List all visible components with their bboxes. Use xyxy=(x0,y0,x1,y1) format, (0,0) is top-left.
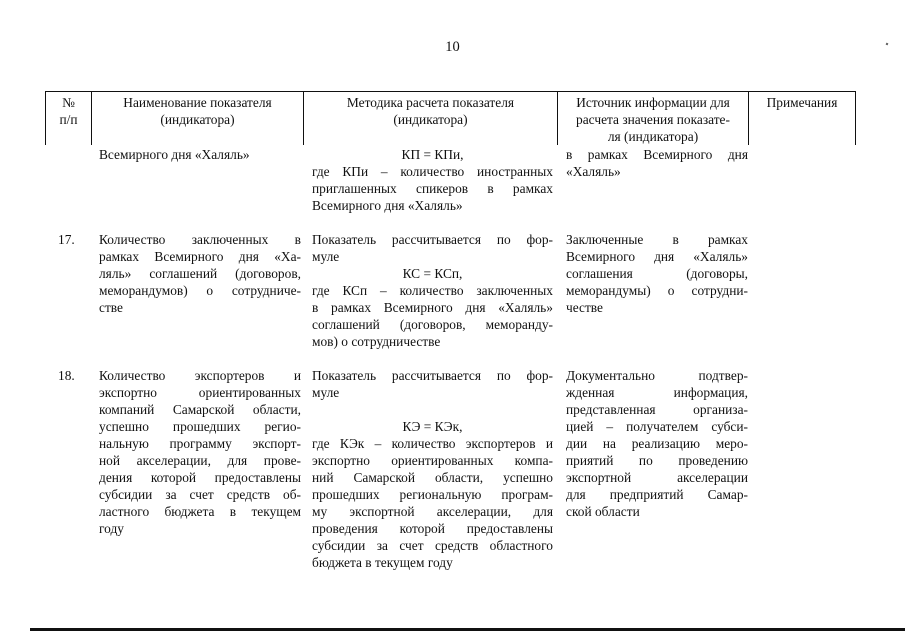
header-name-line: Наименование показателя xyxy=(123,95,272,110)
row-18-method-line: где КЭк – количество экспортеров и xyxy=(312,436,553,451)
row-18-name-line: нальную программу экспорт- xyxy=(99,436,301,451)
row-17-source-line: меморандумы) о сотрудни- xyxy=(566,283,748,298)
page-number: 10 xyxy=(445,39,460,55)
row-17-formula: КС = КСп, xyxy=(402,266,463,281)
row-18-method-line: экспортно ориентированных компа- xyxy=(312,453,553,468)
row-18-method-line: му экспортной акселерации, для xyxy=(312,504,553,519)
row-18-num: 18. xyxy=(58,368,75,383)
header-source-line: ля (индикатора) xyxy=(607,129,699,144)
row-18-method-line: проведения которой предоставлены xyxy=(312,521,553,536)
row-18-name-line: Количество экспортеров и xyxy=(99,368,301,383)
header-method-line: Методика расчета показателя xyxy=(346,95,515,110)
header-method xyxy=(304,92,558,146)
header-num-line: п/п xyxy=(59,112,78,127)
row-0-method-line: приглашенных спикеров в рамках xyxy=(312,181,553,196)
row-18-method-intro: муле xyxy=(312,385,340,400)
row-18-name-line: ластного бюджета в текущем xyxy=(99,504,301,519)
row-18-method-intro: Показатель рассчитывается по фор- xyxy=(312,368,553,383)
row-18-name-line: успешно прошедших регио- xyxy=(99,419,301,434)
row-18-formula: КЭ = КЭк, xyxy=(402,419,463,434)
row-18-source-line: цией – получателем субси- xyxy=(566,419,748,434)
row-18-method-line: прошедших региональную програм- xyxy=(312,487,553,502)
row-17-num: 17. xyxy=(58,232,75,247)
header-num-line: № xyxy=(62,95,75,110)
row-17-method-line: где КСп – количество заключенных xyxy=(312,283,553,298)
row-18-method-line: бюджета в текущем году xyxy=(312,555,453,570)
row-18-name xyxy=(99,367,301,537)
table-header xyxy=(45,91,856,145)
row-18-method-line: ний Самарской области, успешно xyxy=(312,470,553,485)
row-18-source-line: ской области xyxy=(566,504,640,519)
row-18-name-line: ной акселерации, для прове- xyxy=(99,453,301,468)
row-17-source-line: Заключенные в рамках xyxy=(566,232,748,247)
row-17-method-intro: муле xyxy=(312,249,340,264)
bottom-border xyxy=(30,628,905,631)
row-18-name-line: году xyxy=(99,521,124,536)
row-18-spacer xyxy=(312,401,553,418)
row-0-formula: КП = КПи, xyxy=(401,147,464,162)
row-18-source-line: приятий по проведению xyxy=(566,453,748,468)
header-source-line: расчета значения показате- xyxy=(576,112,730,127)
row-18-source-line: представленная организа- xyxy=(566,402,748,417)
header-num xyxy=(46,92,92,146)
row-0-source-line: в рамках Всемирного дня xyxy=(566,147,748,162)
row-17-name-line: Количество заключенных в xyxy=(99,232,301,247)
row-18-source-line: экспортной акселерации xyxy=(566,470,748,485)
row-18-source-line: для предприятий Самар- xyxy=(566,487,748,502)
row-0-source-line: «Халяль» xyxy=(566,164,621,179)
row-17-source-line: честве xyxy=(566,300,603,315)
row-18-name-line: субсидии за счет средств об- xyxy=(99,487,301,502)
header-name-line: (индикатора) xyxy=(160,112,235,127)
row-17-source-line: соглашения (договоры, xyxy=(566,266,748,281)
row-17-name-line: меморандумов) о сотрудниче- xyxy=(99,283,301,298)
row-18-name-line: компаний Самарской области, xyxy=(99,402,301,417)
row-18-source-line: Документально подтвер- xyxy=(566,368,748,383)
row-18-name-line: экспортно ориентированных xyxy=(99,385,301,400)
row-18-method xyxy=(312,367,553,571)
header-notes-line: Примечания xyxy=(766,95,838,110)
row-17-source xyxy=(566,231,748,316)
row-18-method-line: субсидии за счет средств областного xyxy=(312,538,553,553)
row-17-method-intro: Показатель рассчитывается по фор- xyxy=(312,232,553,247)
row-0-method xyxy=(312,146,553,214)
header-notes xyxy=(749,92,856,146)
row-0-name xyxy=(99,146,301,163)
header-name xyxy=(92,92,304,146)
row-17-name-line: рамках Всемирного дня «Ха- xyxy=(99,249,301,264)
row-17-source-line: Всемирного дня «Халяль» xyxy=(566,249,748,264)
row-0-method-line: Всемирного дня «Халяль» xyxy=(312,198,463,213)
row-18-source-line: жденная информация, xyxy=(566,385,748,400)
header-source xyxy=(558,92,749,146)
row-17-name xyxy=(99,231,301,316)
row-0-name-line: Всемирного дня «Халяль» xyxy=(99,147,250,162)
row-17-name-line: ляль» соглашений (договоров, xyxy=(99,266,301,281)
row-17-method-line: в рамках Всемирного дня «Халяль» xyxy=(312,300,553,315)
header-source-line: Источник информации для xyxy=(576,95,730,110)
row-17-method-line: мов) о сотрудничестве xyxy=(312,334,441,349)
row-0-method-line: где КПи – количество иностранных xyxy=(312,164,553,179)
row-0-source xyxy=(566,146,748,180)
row-18-source xyxy=(566,367,748,520)
row-17-method-line: соглашений (договоров, меморанду- xyxy=(312,317,553,332)
row-17-name-line: стве xyxy=(99,300,123,315)
row-17-method xyxy=(312,231,553,350)
header-method-line: (индикатора) xyxy=(393,112,468,127)
row-18-name-line: дения которой предоставлены xyxy=(99,470,301,485)
row-18-source-line: дии на реализацию меро- xyxy=(566,436,748,451)
